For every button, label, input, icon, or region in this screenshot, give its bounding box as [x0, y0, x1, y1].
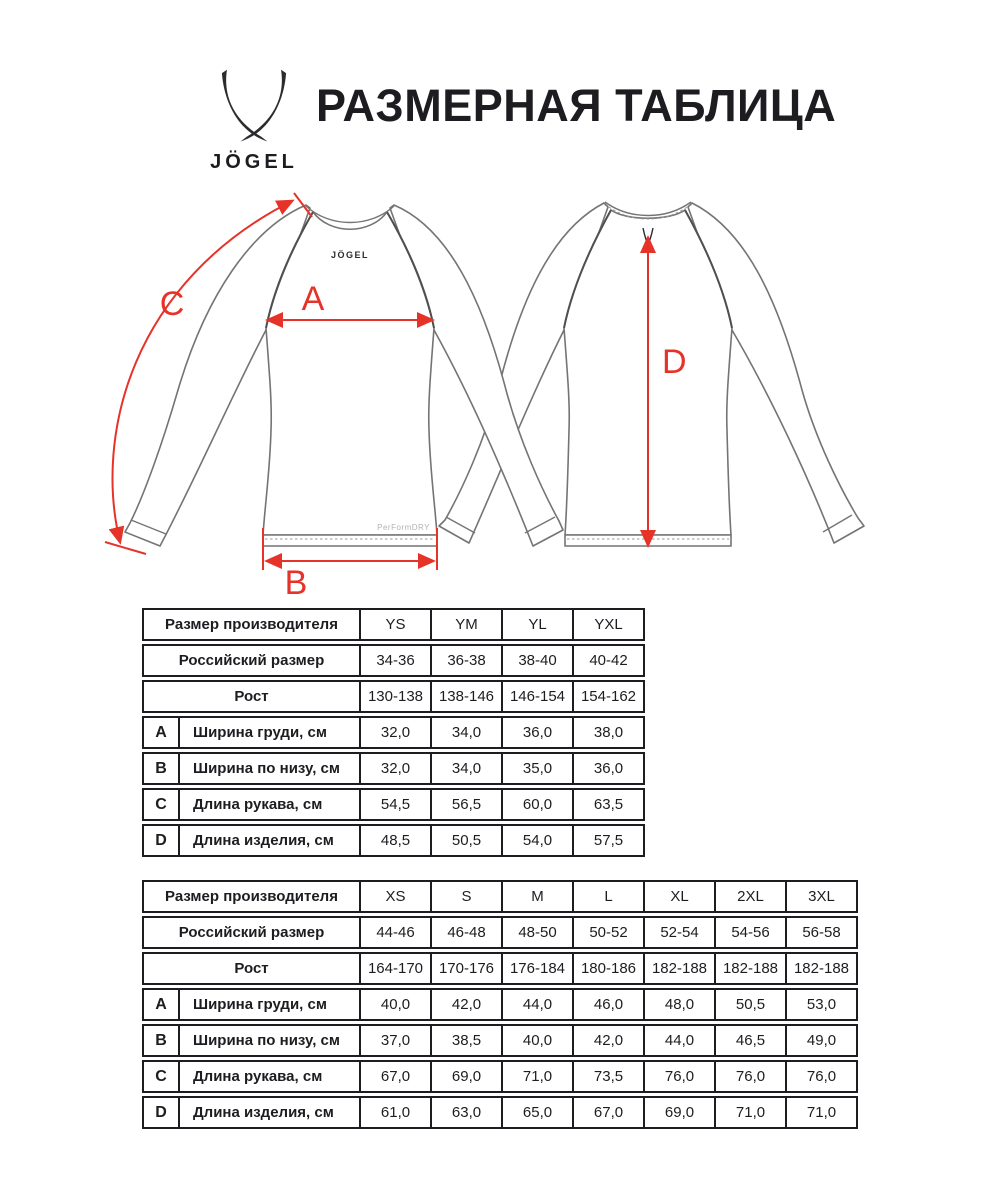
- front-hem-band: [263, 535, 437, 546]
- header-label: Российский размер: [178, 924, 325, 941]
- cell-value: 46,0: [572, 990, 643, 1019]
- label-d: D: [662, 343, 687, 381]
- row-label: Ширина груди, см: [193, 724, 327, 741]
- cell-value: 49,0: [785, 1026, 856, 1055]
- cell-value: 46,5: [714, 1026, 785, 1055]
- brand-logo: [198, 68, 310, 174]
- brand-wordmark: JÖGEL: [210, 151, 298, 173]
- row-letter: D: [144, 826, 180, 855]
- cell-value: 54,5: [359, 790, 430, 819]
- shirt-front-view: [125, 205, 563, 546]
- cell-value: 69,0: [643, 1098, 714, 1127]
- header-value: L: [572, 882, 643, 911]
- header-value: 2XL: [714, 882, 785, 911]
- row-letter: B: [144, 754, 180, 783]
- cell-value: 61,0: [359, 1098, 430, 1127]
- cell-value: 67,0: [572, 1098, 643, 1127]
- sleeve-tick-bottom: [105, 542, 146, 554]
- header-row: [142, 644, 645, 677]
- cell-value: 44,0: [643, 1026, 714, 1055]
- table-row: [142, 716, 645, 749]
- jogel-logo-icon: [204, 68, 304, 144]
- page-title: РАЗМЕРНАЯ ТАБЛИЦА: [316, 80, 837, 131]
- cell-value: 32,0: [359, 718, 430, 747]
- cell-value: 67,0: [359, 1062, 430, 1091]
- size-table-adult: [142, 880, 858, 1132]
- header-value: 56-58: [785, 918, 856, 947]
- cell-value: 65,0: [501, 1098, 572, 1127]
- table-row: [142, 788, 645, 821]
- chest-logo-text: JÖGEL: [330, 250, 370, 260]
- header-value: 54-56: [714, 918, 785, 947]
- cell-value: 38,5: [430, 1026, 501, 1055]
- header-value: 176-184: [501, 954, 572, 983]
- table-row: [142, 1096, 858, 1129]
- table-row: [142, 1060, 858, 1093]
- cell-value: 40,0: [501, 1026, 572, 1055]
- cell-value: 34,0: [430, 718, 501, 747]
- header-value: 180-186: [572, 954, 643, 983]
- table-row: [142, 752, 645, 785]
- header-value: 40-42: [572, 646, 643, 675]
- cell-value: 40,0: [359, 990, 430, 1019]
- header-value: 182-188: [714, 954, 785, 983]
- logo-left-horn: [222, 70, 268, 142]
- row-letter: B: [144, 1026, 180, 1055]
- cell-value: 56,5: [430, 790, 501, 819]
- cell-value: 37,0: [359, 1026, 430, 1055]
- cell-value: 54,0: [501, 826, 572, 855]
- cell-value: 35,0: [501, 754, 572, 783]
- cell-value: 76,0: [714, 1062, 785, 1091]
- row-label: Длина изделия, см: [193, 1104, 334, 1121]
- label-a: A: [301, 280, 325, 318]
- header-value: S: [430, 882, 501, 911]
- header-label: Российский размер: [178, 652, 325, 669]
- label-b: B: [284, 564, 308, 602]
- cell-value: 50,5: [714, 990, 785, 1019]
- cell-value: 57,5: [572, 826, 643, 855]
- header-value: 182-188: [643, 954, 714, 983]
- table-row: [142, 988, 858, 1021]
- header-value: YM: [430, 610, 501, 639]
- cell-value: 48,5: [359, 826, 430, 855]
- header-value: 38-40: [501, 646, 572, 675]
- header-value: YXL: [572, 610, 643, 639]
- cell-value: 50,5: [430, 826, 501, 855]
- header-label: Рост: [234, 960, 269, 977]
- row-label: Ширина груди, см: [193, 996, 327, 1013]
- header-value: YL: [501, 610, 572, 639]
- material-label: PerFormDRY: [377, 523, 430, 532]
- row-letter: A: [144, 718, 180, 747]
- header-value: 44-46: [359, 918, 430, 947]
- header-value: 36-38: [430, 646, 501, 675]
- row-letter: C: [144, 790, 180, 819]
- cell-value: 38,0: [572, 718, 643, 747]
- cell-value: 73,5: [572, 1062, 643, 1091]
- cell-value: 71,0: [501, 1062, 572, 1091]
- header-value: 170-176: [430, 954, 501, 983]
- header-value: 154-162: [572, 682, 643, 711]
- cell-value: 63,5: [572, 790, 643, 819]
- header-value: YS: [359, 610, 430, 639]
- table-row: [142, 824, 645, 857]
- header-row: [142, 916, 858, 949]
- row-label: Ширина по низу, см: [193, 760, 340, 777]
- cell-value: 34,0: [430, 754, 501, 783]
- header-value: 164-170: [359, 954, 430, 983]
- size-diagram: [100, 190, 900, 602]
- cell-value: 69,0: [430, 1062, 501, 1091]
- cell-value: 63,0: [430, 1098, 501, 1127]
- header-value: 138-146: [430, 682, 501, 711]
- cell-value: 53,0: [785, 990, 856, 1019]
- header-value: 146-154: [501, 682, 572, 711]
- cell-value: 48,0: [643, 990, 714, 1019]
- header-label: Размер производителя: [165, 888, 338, 905]
- cell-value: 36,0: [572, 754, 643, 783]
- logo-right-horn: [240, 70, 286, 142]
- header-row: [142, 952, 858, 985]
- header-value: 48-50: [501, 918, 572, 947]
- header-value: M: [501, 882, 572, 911]
- header-value: 182-188: [785, 954, 856, 983]
- shirt-back-view: [439, 202, 864, 546]
- header-value: 50-52: [572, 918, 643, 947]
- row-label: Длина рукава, см: [193, 796, 323, 813]
- cell-value: 42,0: [572, 1026, 643, 1055]
- cell-value: 42,0: [430, 990, 501, 1019]
- header-row: [142, 680, 645, 713]
- row-label: Длина рукава, см: [193, 1068, 323, 1085]
- row-label: Длина изделия, см: [193, 832, 334, 849]
- size-table-youth: [142, 608, 645, 860]
- header-label: Размер производителя: [165, 616, 338, 633]
- header-row: [142, 608, 645, 641]
- table-row: [142, 1024, 858, 1057]
- header-value: 52-54: [643, 918, 714, 947]
- header-label: Рост: [234, 688, 269, 705]
- row-label: Ширина по низу, см: [193, 1032, 340, 1049]
- label-c: C: [159, 285, 185, 323]
- header-row: [142, 880, 858, 913]
- header-value: 46-48: [430, 918, 501, 947]
- header-value: XL: [643, 882, 714, 911]
- cell-value: 44,0: [501, 990, 572, 1019]
- cell-value: 76,0: [643, 1062, 714, 1091]
- row-letter: C: [144, 1062, 180, 1091]
- header-value: 3XL: [785, 882, 856, 911]
- cell-value: 71,0: [714, 1098, 785, 1127]
- cell-value: 60,0: [501, 790, 572, 819]
- cell-value: 71,0: [785, 1098, 856, 1127]
- header-value: XS: [359, 882, 430, 911]
- row-letter: A: [144, 990, 180, 1019]
- row-letter: D: [144, 1098, 180, 1127]
- cell-value: 76,0: [785, 1062, 856, 1091]
- cell-value: 36,0: [501, 718, 572, 747]
- header-value: 34-36: [359, 646, 430, 675]
- header-value: 130-138: [359, 682, 430, 711]
- cell-value: 32,0: [359, 754, 430, 783]
